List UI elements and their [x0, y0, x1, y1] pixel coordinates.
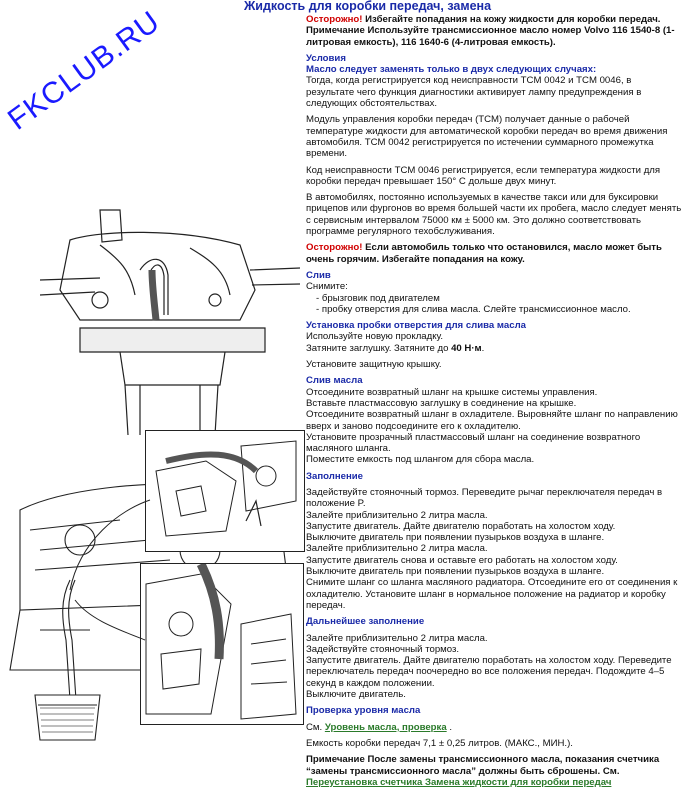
further-fill-heading: Дальнейшее заполнение: [306, 616, 425, 628]
list-item: Выключите двигатель.: [306, 689, 406, 701]
list-item: Залейте приблизительно 2 литра масла.: [306, 632, 488, 644]
condition-2: Модуль управления коробки передач (TCM) получает данные о рабочей температуре жидкости для автоматической коробки передач во время движения автомобиля. TCM 0042 регистрируется по истечении суммарного промежутка времени.: [306, 114, 668, 160]
oil-drain-heading: Слив масла: [306, 375, 363, 387]
fill-steps: [306, 487, 682, 611]
see-reference: См. Уровень масла, проверка .: [306, 721, 453, 733]
capacity-text: Емкость коробки передач 7,1 ± 0,25 литров. (МАКС., МИН.).: [306, 737, 573, 749]
list-item: Вставьте пластмассовую заглушку в соединение на крышке.: [306, 397, 577, 409]
torque-value: 40 Н·м: [451, 342, 482, 354]
fill-heading: Заполнение: [306, 470, 364, 482]
warning-label: Осторожно!: [306, 14, 363, 25]
reset-note: Примечание После замены трансмиссионного масла, показания счетчика “замены трансмиссионного масла” должны быть сброшены. См.: [306, 754, 660, 777]
list-item: Снимите шланг со шланга масляного радиатора. Отсоедините его от соединения к охладителю. Установите шланг в нормальное положение на радиатор и коробку передач.: [306, 577, 678, 611]
list-item: Задействуйте стояночный тормоз. Переведите рычаг переключателя передач в положение P.: [306, 486, 663, 510]
drain-heading: Слив: [306, 269, 331, 281]
level-check-heading: Проверка уровня масла: [306, 705, 421, 717]
condition-4: В автомобилях, постоянно используемых в качестве такси или для буксировки прицепов или фургонов во время большей части их пробега, масло следует менять с сервисным интервалом 75000 км ± 5000 км. Это должно соответствовать программе регулярного техобслуживания.: [306, 192, 682, 238]
plug-step: Используйте новую прокладку.: [306, 331, 444, 343]
list-item: Установите прозрачный пластмассовый шланг на соединение возвратного масляного шланга.: [306, 431, 641, 455]
list-item: Запустите двигатель. Дайте двигателю поработать на холостом ходу.: [306, 520, 616, 532]
list-item: Отсоедините возвратный шланг на крышке системы управления.: [306, 386, 598, 398]
conditions-intro: Масло следует заменять только в двух следующих случаях:: [306, 64, 597, 76]
list-item: Выключите двигатель при появлении пузырьков воздуха в шланге.: [306, 532, 605, 544]
oil-level-check-link[interactable]: Уровень масла, проверка: [324, 721, 447, 733]
list-item: Запустите двигатель снова и оставьте его работать на холостом ходу.: [306, 554, 618, 566]
page-title: Жидкость для коробки передач, замена: [244, 0, 492, 13]
list-item: - пробку отверстия для слива масла. Слейте трансмиссионное масло.: [316, 304, 682, 315]
instructions-column: [306, 14, 682, 788]
further-fill-steps: [306, 633, 682, 701]
list-item: Запустите двигатель. Дайте двигателю поработать на холостом ходу. Переведите переключатель передач поочередно во все положения передач. Подождите 4–5 секунд в каждом положении.: [306, 655, 672, 689]
plug-heading: Установка пробки отверстия для слива масла: [306, 320, 526, 332]
plug-step: Затяните заглушку. Затяните до 40 Н·м.: [306, 342, 485, 354]
oil-number-note: Примечание Используйте трансмиссионное масло номер Volvo 116 1540-8 (1-литровая емкость), 116 1640-6 (4-литровая емкость).: [306, 25, 675, 48]
oil-drain-steps: [306, 387, 682, 466]
condition-1: Тогда, когда регистрируется код неисправности TCM 0042 и TCM 0046, в результате чего функция диагностики активирует лампу предупреждения в следующих обстоятельствах.: [306, 75, 642, 110]
remove-label: Снимите:: [306, 281, 348, 293]
warning-skin: Осторожно! Избегайте попадания на кожу жидкости для коробки передач. Примечание Используйте трансмиссионное масло номер Volvo 116 1540-8 (1-литровая емкость), 116 1640-6 (4-литровая емкость).: [306, 14, 675, 48]
reset-counter-link[interactable]: Переустановка счетчика Замена жидкости для коробки передач: [306, 776, 612, 788]
conditions-heading: Условия: [306, 52, 346, 64]
list-item: Залейте приблизительно 2 литра масла.: [306, 509, 488, 521]
list-item: Отсоедините возвратный шланг в охладителе. Выровняйте шланг по направлению вверх и заново подсоедините его к охладителю.: [306, 409, 678, 432]
plug-step: Установите защитную крышку.: [306, 359, 442, 371]
list-item: Залейте приблизительно 2 литра масла.: [306, 543, 488, 555]
condition-3: Код неисправности TCM 0046 регистрируется, если температура жидкости для коробки передач превышает 150° С дольше двух минут.: [306, 164, 661, 187]
list-item: Задействуйте стояночный тормоз.: [306, 643, 460, 655]
warning-hot-oil: Осторожно! Если автомобиль только что остановился, масло может быть очень горячим. Избегайте попадания на кожу.: [306, 242, 662, 265]
list-item: Поместите емкость под шлангом для сбора масла.: [306, 454, 535, 466]
callout-lines: [0, 0, 310, 768]
watermark: FKCLUB.RU: [2, 4, 167, 137]
list-item: Выключите двигатель при появлении пузырьков воздуха в шланге.: [306, 566, 605, 578]
list-item: - брызговик под двигателем: [316, 293, 682, 304]
remove-list: [306, 293, 682, 316]
